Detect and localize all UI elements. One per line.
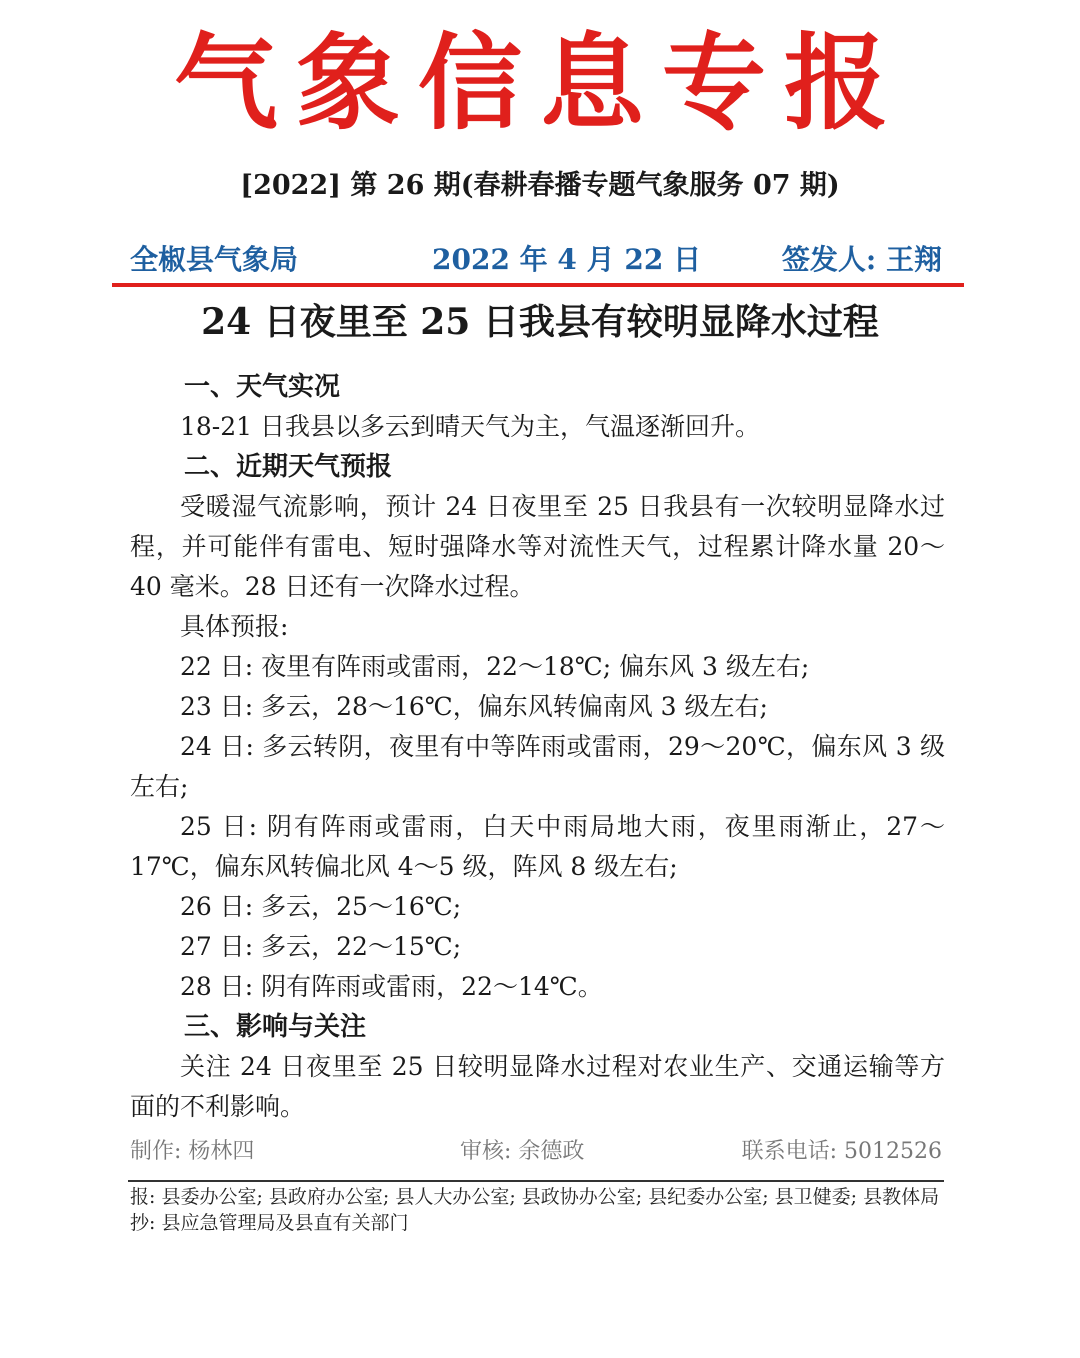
forecast-item: 24 日: 多云转阴，夜里有中等阵雨或雷雨，29～20℃，偏东风 3 级左右; [130, 732, 945, 801]
issuing-org: 全椒县气象局 [130, 243, 299, 276]
headline: 24 日夜里至 25 日我县有较明显降水过程 [201, 301, 879, 343]
contact-phone: 联系电话: 5012526 [741, 1139, 942, 1164]
forecast-item: 25 日: 阴有阵雨或雷雨，白天中雨局地大雨，夜里雨渐止，27～17℃，偏东风转偏北风 4～5 级，阵风 8 级左右; [130, 812, 945, 881]
issue-line: [2022] 第 26 期(春耕春播专题气象服务 07 期) [240, 170, 840, 201]
paragraph: 关注 24 日夜里至 25 日较明显降水过程对农业生产、交通运输等方面的不利影响。 [130, 1052, 945, 1121]
credits-row [130, 1132, 942, 1172]
forecast-item: 27 日: 多云，22～15℃; [180, 932, 462, 961]
maker: 制作: 杨林四 [130, 1139, 255, 1164]
paragraph: 受暖湿气流影响，预计 24 日夜里至 25 日我县有一次较明显降水过程，并可能伴有雷电、短时强降水等对流性天气，过程累计降水量 20～40 毫米。28 日还有一次降水过程。 [130, 492, 945, 601]
footer-divider [128, 1180, 944, 1182]
report-body [130, 367, 945, 1127]
copy-to: 抄: 县应急管理局及县直有关部门 [130, 1212, 409, 1234]
forecast-item: 22 日: 夜里有阵雨或雷雨，22～18℃; 偏东风 3 级左右; [180, 652, 810, 681]
section-title: 三、影响与关注 [184, 1012, 367, 1042]
forecast-item: 26 日: 多云，25～16℃; [180, 892, 462, 921]
header-divider [112, 283, 964, 287]
reviewer: 审核: 余德政 [460, 1139, 585, 1164]
signer: 签发人: 王翔 [781, 243, 942, 276]
paragraph: 18-21 日我县以多云到晴天气为主，气温逐渐回升。 [180, 412, 761, 441]
report-to: 报: 县委办公室; 县政府办公室; 县人大办公室; 县政协办公室; 县纪委办公室; 县卫健委; 县教体局 [130, 1186, 940, 1208]
section-title: 一、天气实况 [184, 372, 341, 402]
masthead-title: 气象信息专报 [173, 21, 906, 144]
section-title: 二、近期天气预报 [184, 452, 393, 482]
forecast-label: 具体预报: [180, 612, 289, 641]
forecast-item: 23 日: 多云，28～16℃，偏东风转偏南风 3 级左右; [180, 692, 768, 721]
header-meta [130, 240, 942, 280]
distribution-list [130, 1184, 945, 1236]
issue-date: 2022 年 4 月 22 日 [432, 243, 702, 276]
forecast-item: 28 日: 阴有阵雨或雷雨，22～14℃。 [180, 972, 603, 1001]
